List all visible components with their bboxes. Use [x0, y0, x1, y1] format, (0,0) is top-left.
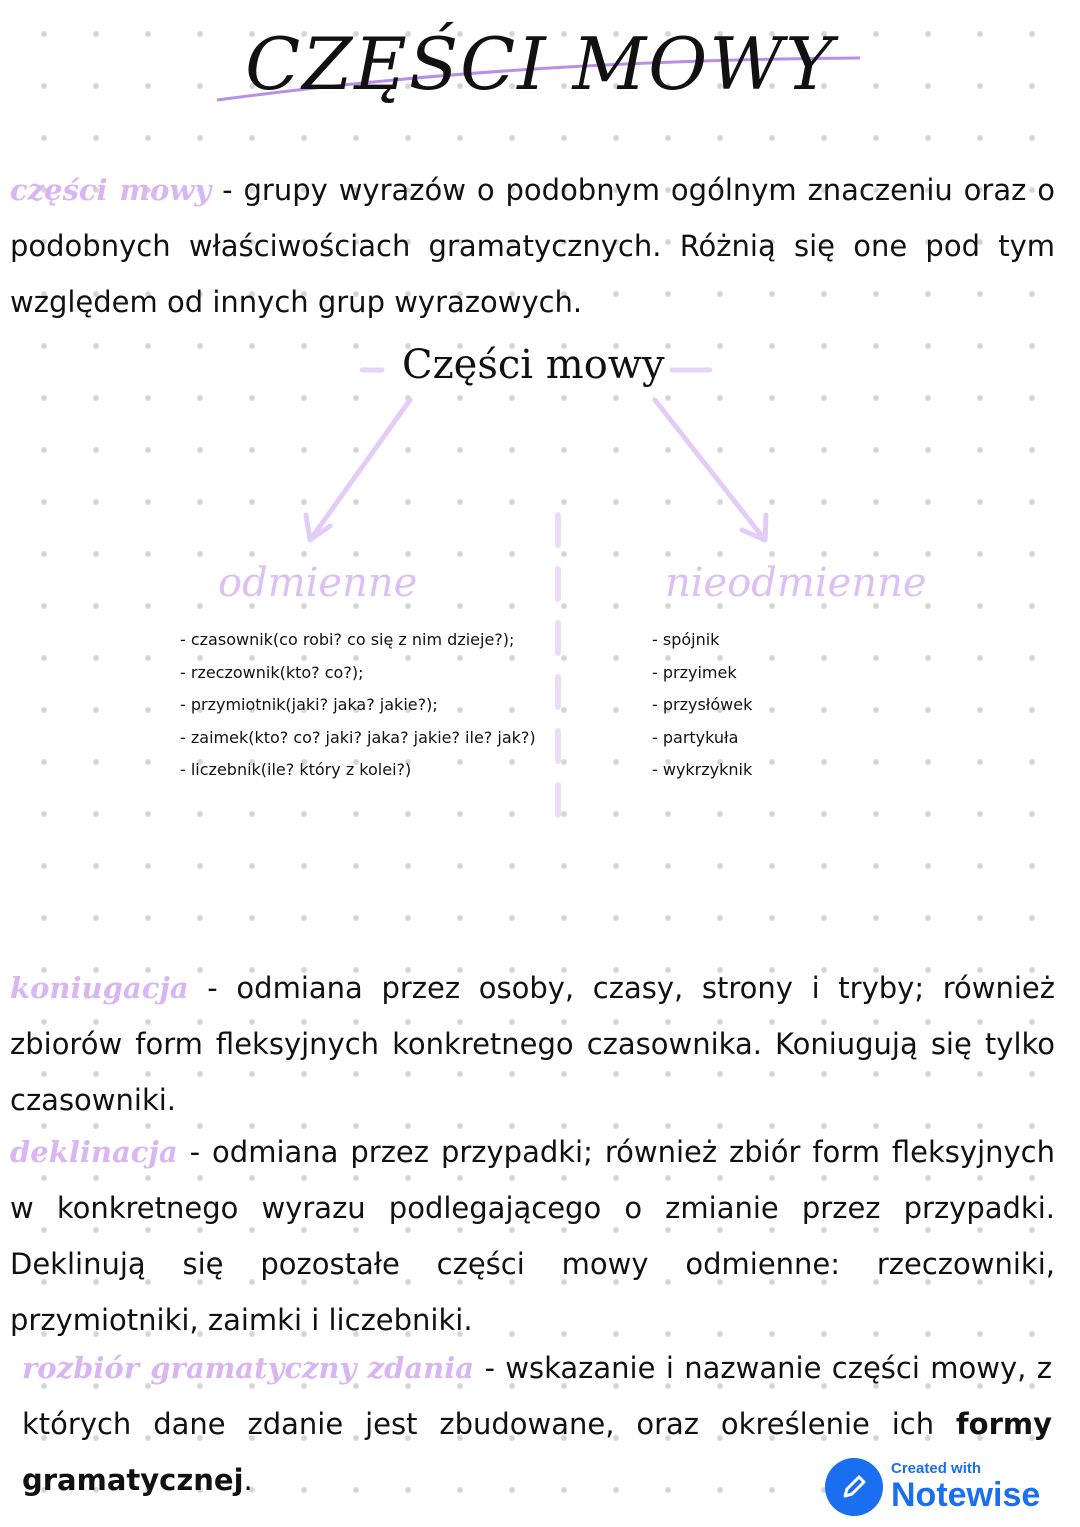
definition-text: - odmiana przez osoby, czasy, strony i tryby; również zbiorów form fleksyjnych konkretnego czasownika. Koniugują się tylko czasowniki.	[10, 971, 1055, 1117]
punctuation: .	[243, 1463, 253, 1497]
list-item: - czasownik(co robi? co się z nim dzieje?);	[180, 630, 515, 649]
term: koniugacja	[10, 971, 189, 1005]
definition-koniugacja	[10, 960, 1055, 1128]
term: części mowy	[10, 173, 212, 207]
category-odmienne: odmienne	[218, 560, 418, 606]
category-nieodmienne: nieodmienne	[665, 560, 927, 606]
pencil-icon	[825, 1458, 883, 1516]
list-item: - liczebnik(ile? który z kolei?)	[180, 760, 412, 779]
term: rozbiór gramatyczny zdania	[22, 1351, 475, 1385]
nieodmienne-list	[652, 624, 752, 787]
page-title: CZĘŚCI MOWY	[245, 22, 835, 106]
definition-text: - grupy wyrazów o podobnym ogólnym znaczeniu oraz o podobnych właściwościach gramatycznych. Różnią się one pod tym względem od innych grup wyrazowych.	[10, 173, 1055, 319]
list-item: - spójnik	[652, 630, 720, 649]
list-item: - przyimek	[652, 662, 737, 682]
notewise-watermark	[825, 1458, 1040, 1516]
diagram-heading: Części mowy	[402, 342, 665, 388]
list-item: - wykrzyknik	[652, 760, 753, 779]
definition-text: - wskazanie i nazwanie części mowy, z których dane zdanie jest zbudowane, oraz określenie ich	[22, 1351, 1052, 1441]
watermark-line2: Notewise	[891, 1476, 1041, 1514]
list-item: - partykuła	[652, 727, 739, 747]
definition-text: - odmiana przez przypadki; również zbiór form fleksyjnych w konkretnego wyrazu podlegającego o zmianie przez przypadki. Deklinują się pozostałe części mowy odmienne: rzeczowniki, przymiotniki, zaimki i liczebniki.	[10, 1135, 1055, 1337]
definition-deklinacja	[10, 1124, 1055, 1348]
watermark-line1: Created with	[891, 1460, 982, 1477]
list-item: - przymiotnik(jaki? jaka? jakie?);	[180, 695, 438, 714]
bold-text: formy gramatycznej	[22, 1407, 1052, 1497]
term: deklinacja	[10, 1135, 178, 1169]
list-item: - przysłówek	[652, 695, 753, 714]
list-item: - rzeczownik(kto? co?);	[180, 662, 364, 682]
odmienne-list	[180, 624, 536, 787]
list-item: - zaimek(kto? co? jaki? jaka? jakie? ile? jak?)	[180, 727, 536, 747]
